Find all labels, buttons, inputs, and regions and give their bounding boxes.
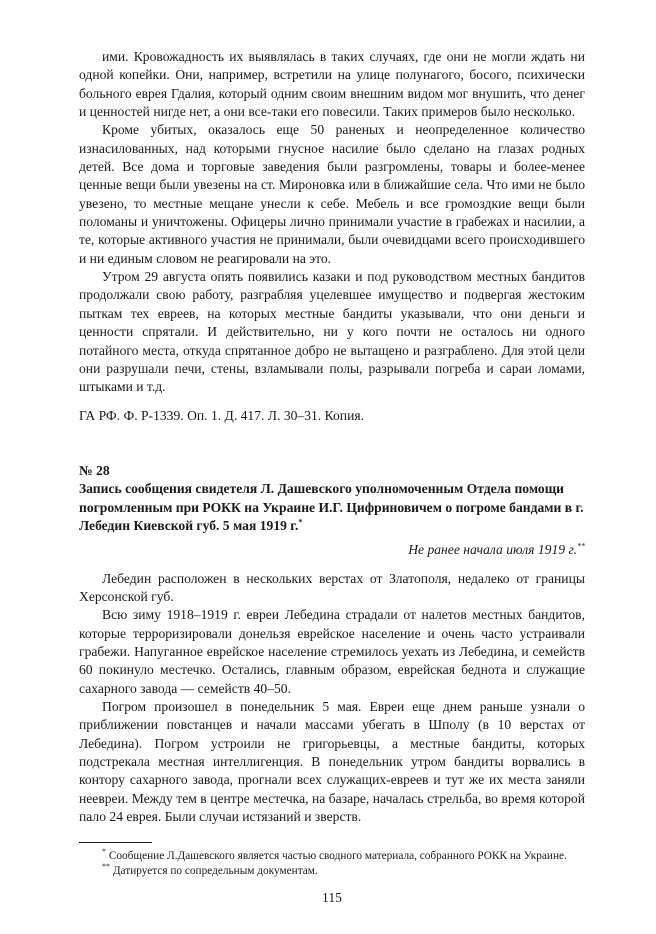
date-footnote-mark: ** (577, 541, 585, 551)
footnote-1-text: Сообщение Л.Дашевского является частью сводного материала, собранного РОКК на Украине. (108, 850, 567, 863)
paragraph-6: Погром произошел в понедельник 5 мая. Евреи еще днем раньше узнали о приближении повстанцев и начали массами убегать в Шполу (в 10 верстах от Лебедина). Погром устроили не григорьевцы, а местные бандиты, которых подстрекала местная интеллигенция. В понедельник утром бандиты ворвались в контору сахарного завода, прогнали всех служащих-евреев и тут же их места заняли неевреи. Между тем в центре местечка, на базаре, началась стрельба, во время которой пало 24 еврея. Были случаи истязаний и зверств. (79, 699, 585, 825)
paragraph-3: Утром 29 августа опять появились казаки и под руководством местных бандитов продолжали свою работу, разграбляя уцелевшее имущество и подвергая жестоким пыткам тех евреев, на которых местные бандиты указывали, что они деньги и ценности спрятали. И действительно, ни у кого почти не осталось ни одного потайного места, откуда спрятанное добро не вытащено и разграблено. Для этой цели они разрушали печи, стены, взламывали полы, разрывали погреба и сараи ломами, штыками и т.д. (79, 269, 585, 395)
footnote-divider (79, 842, 152, 843)
archive-source: ГА РФ. Ф. Р-1339. Оп. 1. Д. 417. Л. 30–31. Копия. (79, 407, 364, 423)
footnote-2-text: Датируется по сопредельным документам. (112, 864, 318, 877)
title-footnote-mark: * (298, 517, 303, 527)
document-date-text: Не ранее начала июля 1919 г. (408, 542, 577, 558)
document-number: № 28 (79, 462, 110, 478)
footnote-2-mark: ** (102, 861, 110, 871)
paragraph-1: ими. Кровожадность их выявлялась в таких случаях, где они не могли ждать ни одной копейки. Они, например, встретили на улице полунагого, босого, психически больного еврея Гдалия, который одним своим внешним видом мог внушить, что денег и ценностей нигде нет, а они все-таки его повесили. Таких примеров было несколько. (79, 49, 585, 120)
document-date (79, 541, 585, 559)
footnote-2 (79, 861, 585, 878)
document-page (79, 48, 585, 907)
document-title-text: Запись сообщения свидетеля Л. Дашевского уполномоченным Отдела помощи погромленным при РОКК на Украине И.Г. Цифриновичем о погроме бандами в г. Лебедин Киевской губ. 5 мая 1919 г. (79, 481, 584, 533)
document-title (79, 480, 585, 535)
page-number: 115 (322, 889, 342, 905)
footnote-1 (79, 849, 585, 863)
paragraph-4: Лебедин расположен в нескольких верстах от Златополя, недалеко от границы Херсонской губ. (79, 570, 585, 604)
footnote-1-mark: * (102, 847, 106, 857)
paragraph-5: Всю зиму 1918–1919 г. евреи Лебедина страдали от налетов местных бандитов, которые терроризировали донельзя еврейское население и очень часто устраивали грабежи. Напуганное еврейское население стремилось уехать из Лебедина, и семейств 60 покинуло местечко. Остались, главным образом, еврейская беднота и служащие сахарного завода — семейств 40–50. (79, 607, 585, 696)
paragraph-2: Кроме убитых, оказалось еще 50 раненых и неопределенное количество изнасилованных, над которыми гнусное насилие было сделано на глазах родных детей. Все дома и торговые заведения были разгромлены, товары и более-менее ценные вещи были увезены на ст. Мироновка или в ближайшие села. Что ими не было увезено, то местные мещане унесли к себе. Мебель и все громоздкие вещи были поломаны и уничтожены. Офицеры лично принимали участие в грабежах и насилии, а те, которые активного участия не принимали, были очевидцами всего происходившего и ни единым словом не реагировали на это. (79, 122, 585, 266)
